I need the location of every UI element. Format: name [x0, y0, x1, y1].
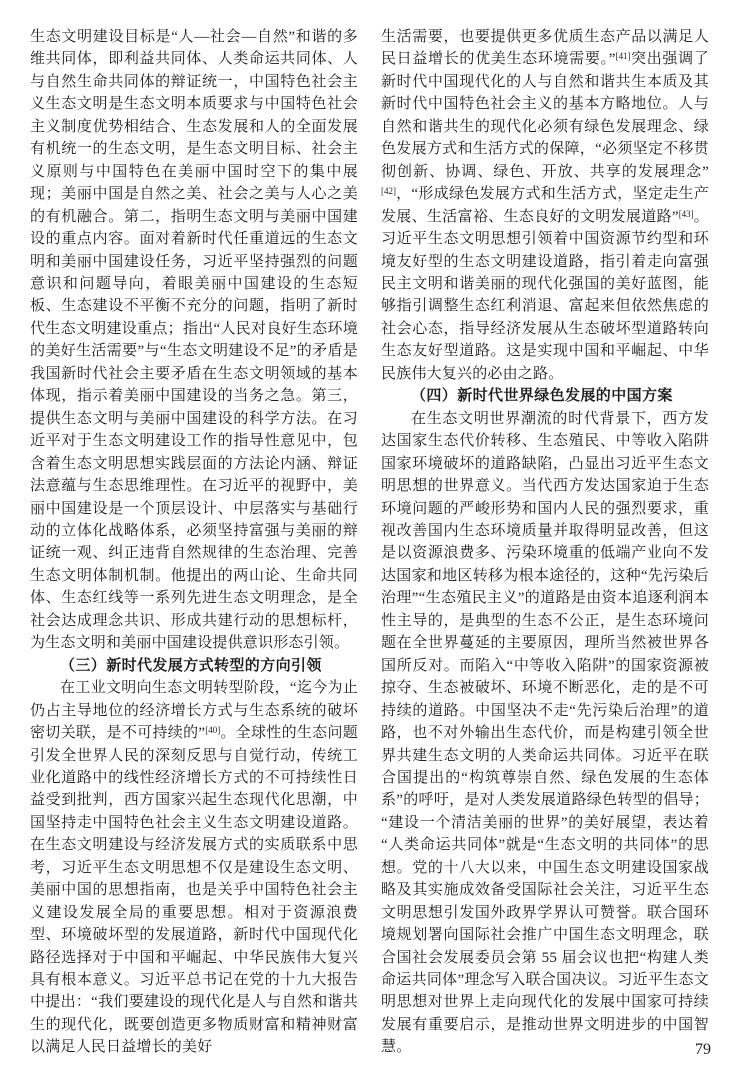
citation-marker-40: [40] — [205, 725, 221, 735]
paragraph — [30, 677, 358, 1059]
paragraph-text: 在工业文明向生态文明转型阶段，“迄今为止仍占主导地位的经济增长方式与生态系统的破坏密切关联，是不可持续的” — [30, 680, 358, 742]
right-column — [381, 26, 709, 1059]
section-heading-3: （三）新时代发展方式转型的方向引领 — [60, 656, 322, 674]
left-column — [30, 26, 358, 1059]
paragraph — [381, 408, 709, 1059]
citation-marker-42: [42] — [381, 186, 396, 197]
paragraph-text: 生活需要，也要提供更多优质生态产品以满足人民日益增长的优美生态环境需要。” — [381, 29, 709, 68]
paragraph-text: 突出强调了新时代中国现代化的人与自然和谐共生本质及其新时代中国特色社会主义的基本方略地位。人与自然和谐共生的现代化必须有绿色发展理念、绿色发展方式和生活方式的保障，“必须坚定不移贯彻创新、协调、绿色、开放、共享的发展理念” — [381, 51, 709, 180]
page-number: 79 — [695, 1041, 711, 1058]
paragraph-text: 。习近平生态文明思想引领着中国资源节约型和环境友好型的生态文明建设道路，指引着走向富强民主文明和谐美丽的现代化强国的美好蓝图，能够指引调整生态红利消退、富起来但依然焦虑的社会心态，指导经济发展从生态破坏型道路转向生态友好型道路。这是实现中国和平崛起、中华民族伟大复兴的必由之路。 — [381, 208, 709, 382]
paragraph-continued — [30, 26, 358, 655]
paragraph-text: 生态文明建设目标是“人—社会—自然”和谐的多维共同体，即利益共同体、人类命运共同体、人与自然生命共同体的辩证统一，中国特色社会主义生态文明是生态文明本质要求与中国特色社会主义制度优势相结合、生态发展和人的全面发展有机统一的生态文明，是生态文明目标、社会主义原则与中国特色在美丽中国时空下的集中展现；美丽中国是自然之美、社会之美与人心之美的有机融合。第二，指明生态文明与美丽中国建设的重点内容。面对着新时代任重道远的生态文明和美丽中国建设任务，习近平坚持强烈的问题意识和问题导向，着眼美丽中国建设的生态短板、生态建设不平衡不充分的问题，指明了新时代生态文明建设重点；指出“人民对良好生态环境的美好生活需要”与“生态文明建设不足”的矛盾是我国新时代社会主要矛盾在生态文明领域的基本体现，指示着美丽中国建设的当务之急。第三，提供生态文明与美丽中国建设的科学方法。在习近平对于生态文明建设工作的指导性意见中，包含着生态文明思想实践层面的方法论内涵、辩证法意蕴与生态思维理性。在习近平的视野中，美丽中国建设是一个顶层设计、中层落实与基础行动的立体化战略体系，必须坚持富强与美丽的辩证统一观、纠正违背自然规律的生态治理、完善生态文明体制机制。他提出的两山论、生命共同体、生态红线等一系列先进生态文明理念，是全社会达成理念共识、形成共建行动的思想标杆，为生态文明和美丽中国建设提供意识形态引领。 — [30, 29, 358, 652]
text-columns — [30, 26, 710, 1059]
paragraph-text: 。全球性的生态问题引发全世界人民的深刻反思与自觉行动，传统工业化道路中的线性经济增长方式的不可持续性日益受到批判，西方国家兴起生态现代化思潮，中国坚持走中国特色社会主义生态文明建设道路。在生态文明建设与经济发展方式的实质联系中思考，习近平生态文明思想不仅是建设生态文明、美丽中国的思想指南，也是关乎中国特色社会主义建设发展全局的重要思想。相对于资源浪费型、环境破坏型的发展道路，新时代中国现代化路径选择对于中国和平崛起、中华民族伟大复兴具有根本意义。习近平总书记在党的十九大报告中提出：“我们要建设的现代化是人与自然和谐共生的现代化，既要创造更多物质财富和精神财富以满足人民日益增长的美好 — [30, 725, 358, 1056]
paragraph-continued — [381, 26, 709, 385]
paragraph-text: ，“形成绿色发展方式和生活方式，坚定走生产发展、生活富裕、生态良好的文明发展道路” — [381, 186, 709, 225]
section-heading-4: （四）新时代世界绿色发展的中国方案 — [411, 387, 673, 405]
citation-marker-43: [43] — [678, 208, 694, 219]
citation-marker-41: [41] — [615, 51, 631, 62]
paragraph-text: 在生态文明世界潮流的时代背景下，西方发达国家生态代价转移、生态殖民、中等收入陷阱国家环境破坏的道路缺陷，凸显出习近平生态文明思想的世界意义。当代西方发达国家迫于生态环境问题的严峻形势和国内人民的强烈要求，重视改善国内生态环境质量并取得明显改善，但这是以资源浪费多、污染环境重的低端产业向不发达国家和地区转移为根本途径的，这种“先污染后治理”“生态殖民主义”的道路是由资本追逐利润本性主导的，是典型的生态不公正，是生态环境问题在全世界蔓延的主要原因，理所当然被世界各国所反对。而陷入“中等收入陷阱”的国家资源被掠夺、生态被破坏、环境不断恶化，走的是不可持续的道路。中国坚决不走“先污染后治理”的道路，也不对外输出生态代价，而是构建引领全世界共建生态文明的人类命运共同体。习近平在联合国提出的“构筑尊崇自然、绿色发展的生态体系”的呼吁，是对人类发展道路绿色转型的倡导；“建设一个清洁美丽的世界”的美好展望，表达着“人类命运共同体”就是“生态文明的共同体”的思想。党的十八大以来，中国生态文明建设国家战略及其实施成效备受国际社会关注，习近平生态文明思想引发国外政界学界认可赞誉。联合国环境规划署向国际社会推广中国生态文明理念，联合国社会发展委员会第 55 届会议也把“构建人类命运共同体”理念写入联合国决议。习近平生态文明思想对世界上走向现代化的发展中国家可持续发展有重要启示，是推动世界文明进步的中国智慧。 — [381, 410, 709, 1056]
